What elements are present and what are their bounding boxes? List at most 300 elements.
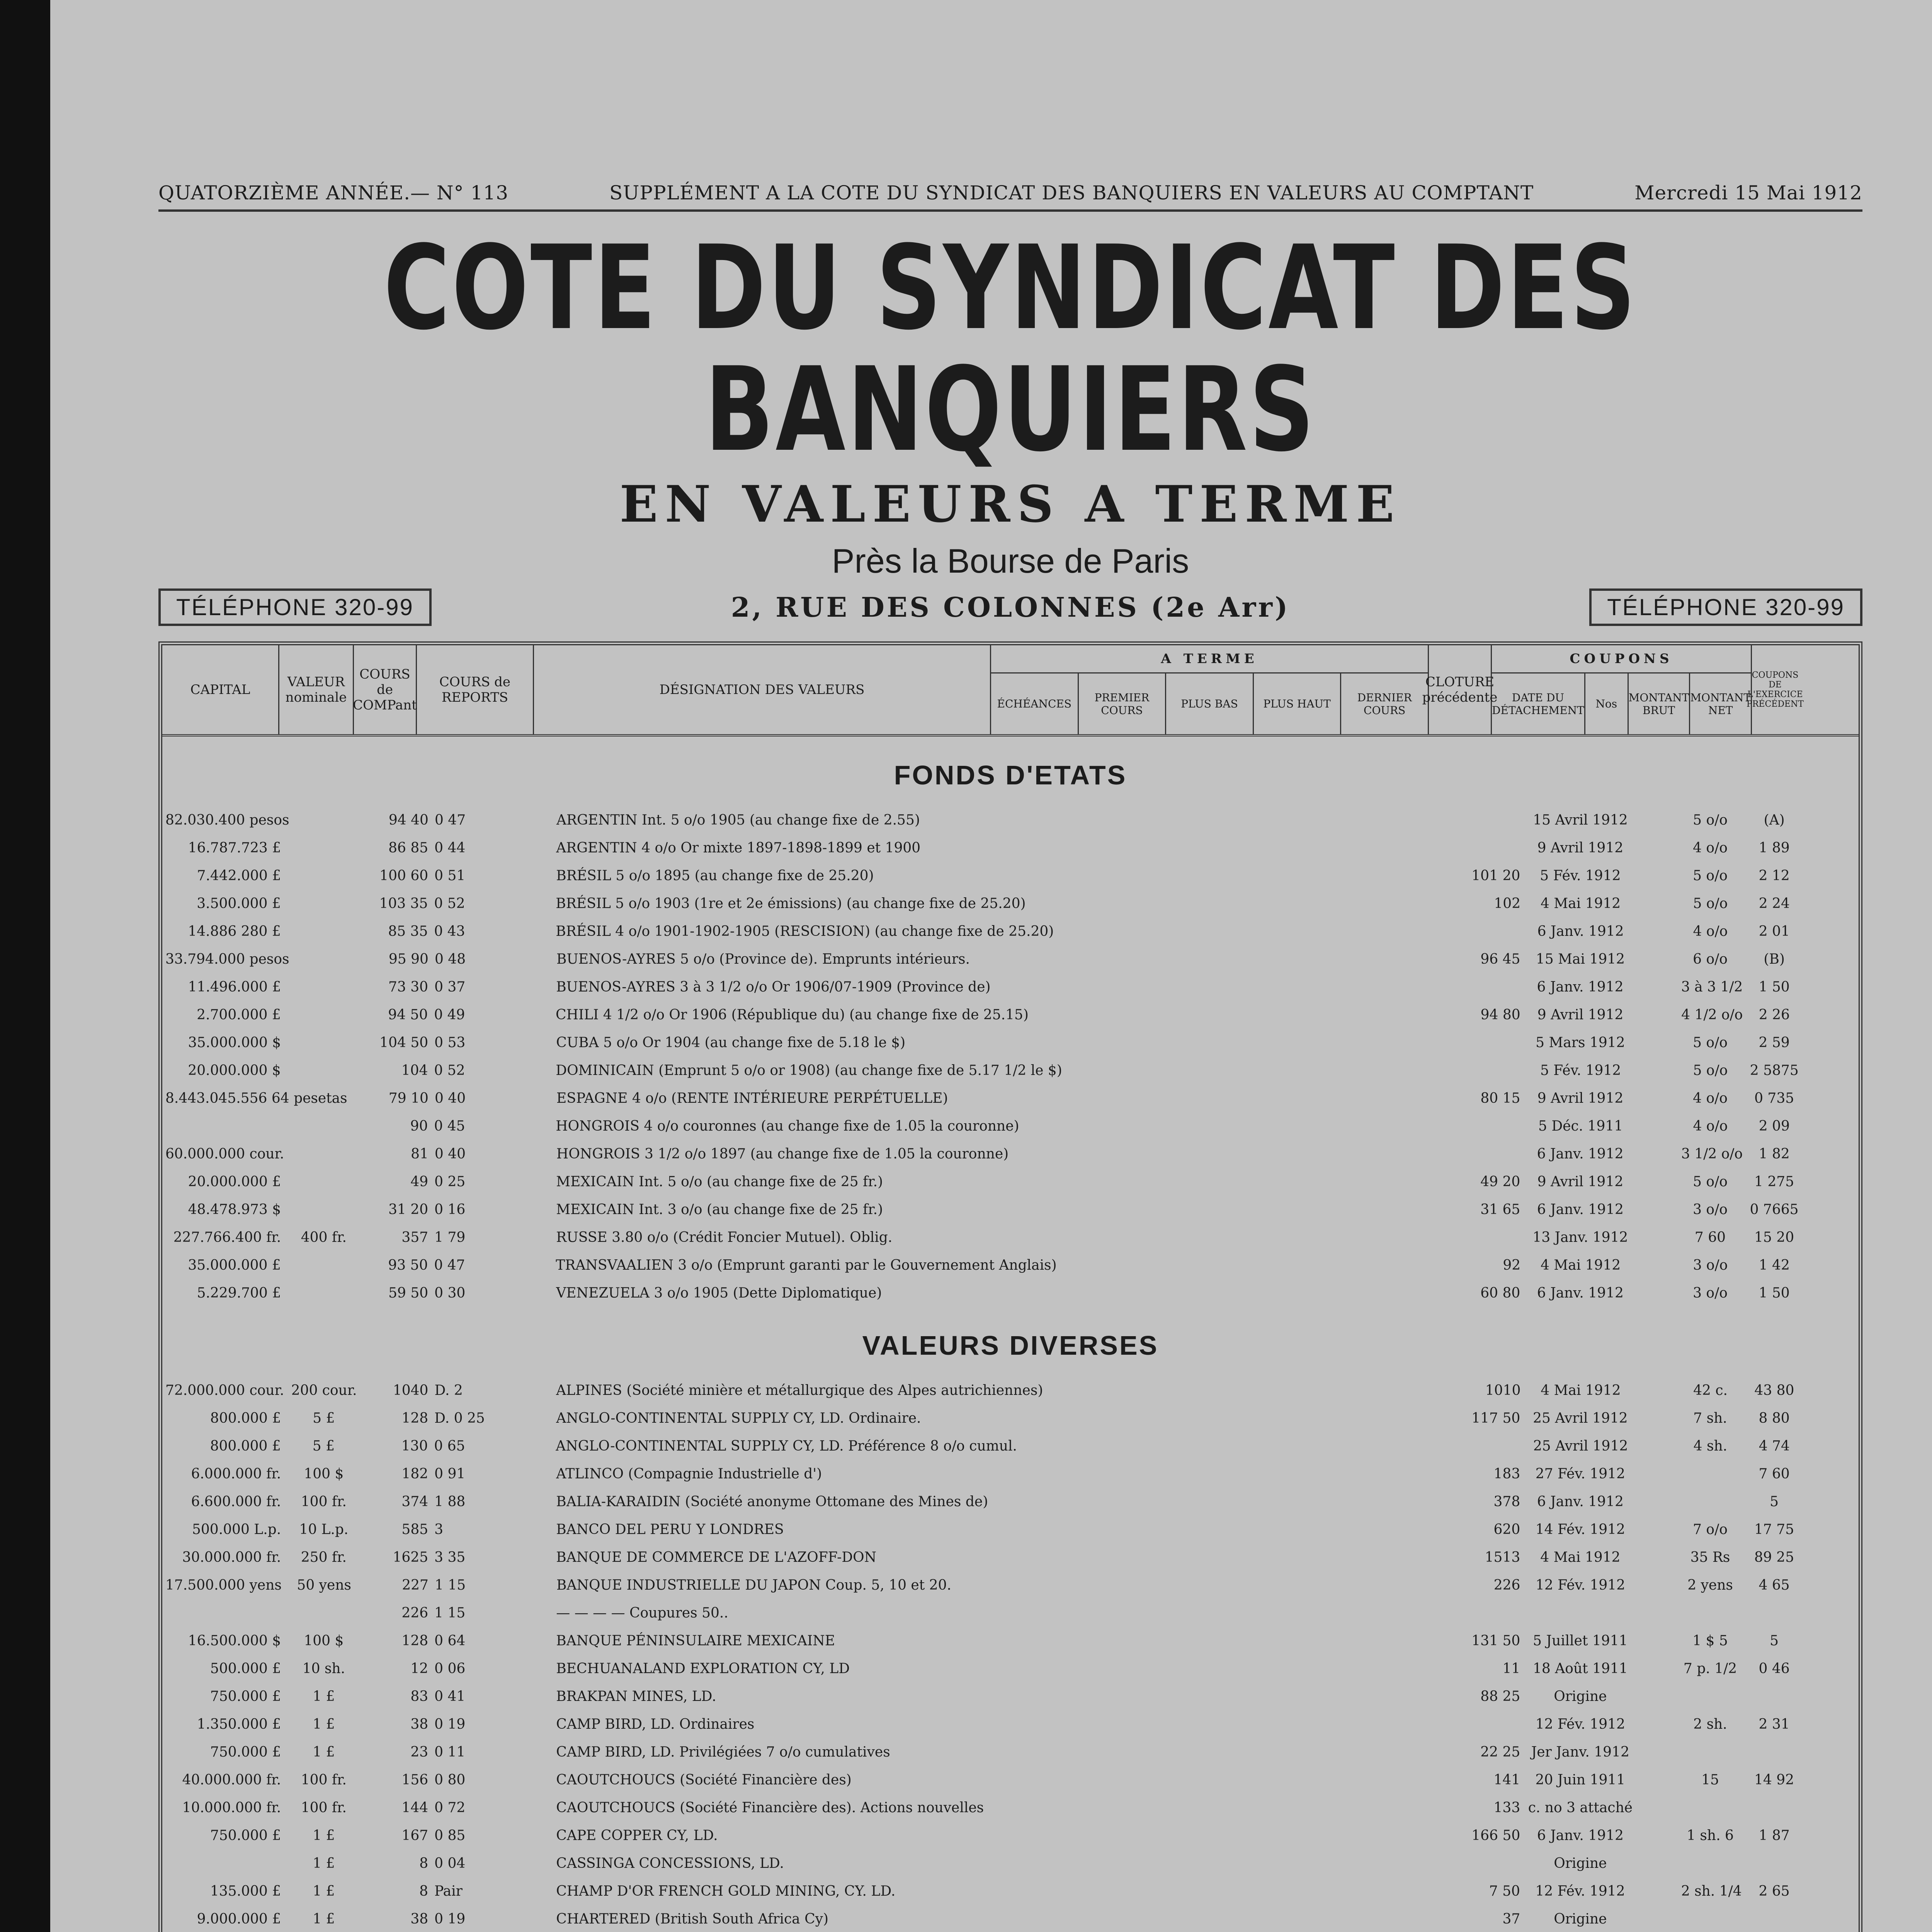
reports-cell: 0 25 — [434, 1173, 466, 1190]
cloture-cell: 96 45 — [1480, 951, 1520, 967]
capital-cell: 10.000.000 fr. — [182, 1799, 281, 1816]
table-row — [162, 1877, 1859, 1905]
capital-cell: 3.500.000 £ — [197, 895, 281, 912]
designation-cell: BUENOS-AYRES 3 à 3 1/2 o/o Or 1906/07-1909 (Province de) — [556, 979, 991, 995]
reports-cell: 0 64 — [434, 1633, 466, 1649]
coupon-date-cell: 25 Avril 1912 — [1533, 1438, 1628, 1454]
capital-cell: 1.350.000 £ — [197, 1716, 281, 1732]
montant-net-cell: 43 80 — [1754, 1382, 1794, 1398]
montant-net-cell: 1 50 — [1759, 1285, 1790, 1301]
nominale-cell: 10 L.p. — [299, 1521, 349, 1537]
reports-cell: 0 65 — [434, 1438, 465, 1454]
reports-cell: 3 — [434, 1521, 444, 1537]
comptant-cell: 38 — [410, 1911, 429, 1927]
table-row — [162, 806, 1859, 834]
coupon-date-cell: 15 Avril 1912 — [1533, 812, 1628, 828]
telephone-box-right: TÉLÉPHONE 320-99 — [1589, 588, 1862, 626]
col-capital: CAPITAL — [162, 645, 279, 734]
supplement-title: SUPPLÉMENT A LA COTE DU SYNDICAT DES BANQUIERS EN VALEURS AU COMPTANT — [609, 182, 1534, 204]
montant-net-cell: 1 82 — [1759, 1146, 1790, 1162]
nominale-cell: 1 £ — [313, 1688, 335, 1704]
comptant-cell: 104 50 — [379, 1034, 429, 1051]
col-date: DATE DU DÉTACHEMENT — [1492, 673, 1585, 734]
nominale-cell: 1 £ — [313, 1855, 335, 1871]
reports-cell: 1 15 — [434, 1605, 466, 1621]
coupon-date-cell: 6 Janv. 1912 — [1537, 1493, 1624, 1510]
reports-cell: 0 30 — [434, 1285, 466, 1301]
col-cloture: CLOTURE précédente — [1429, 645, 1492, 734]
montant-brut-cell: 15 — [1701, 1772, 1719, 1788]
reports-cell: 0 11 — [434, 1744, 466, 1760]
nominale-cell: 1 £ — [313, 1716, 335, 1732]
designation-cell: CASSINGA CONCESSIONS, LD. — [556, 1855, 784, 1871]
table-row — [162, 1655, 1859, 1682]
coupon-date-cell: 4 Mai 1912 — [1540, 895, 1621, 912]
table-row — [162, 1279, 1859, 1307]
montant-net-cell: 5 — [1770, 1493, 1779, 1510]
nominale-cell: 1 £ — [313, 1744, 335, 1760]
capital-cell: 82.030.400 pesos — [165, 812, 289, 828]
comptant-cell: 585 — [401, 1521, 429, 1537]
coupon-date-cell: 15 Mai 1912 — [1536, 951, 1625, 967]
montant-brut-cell: 4 1/2 o/o — [1681, 1007, 1743, 1023]
nominale-cell: 10 sh. — [302, 1660, 345, 1677]
coupon-date-cell: 6 Janv. 1912 — [1537, 1827, 1624, 1844]
section-title-fonds: FONDS D'ETATS — [894, 760, 1127, 790]
montant-net-cell: 14 92 — [1754, 1772, 1794, 1788]
reports-cell: 0 80 — [434, 1772, 466, 1788]
designation-cell: BUENOS-AYRES 5 o/o (Province de). Emprunts intérieurs. — [556, 951, 970, 967]
coupon-date-cell: 6 Janv. 1912 — [1537, 1285, 1624, 1301]
capital-cell: 16.500.000 $ — [188, 1633, 281, 1649]
comptant-cell: 12 — [410, 1660, 429, 1677]
reports-cell: 0 91 — [434, 1466, 466, 1482]
designation-cell: CAMP BIRD, LD. Privilégiées 7 o/o cumulatives — [556, 1744, 890, 1760]
coupon-date-cell: 6 Janv. 1912 — [1537, 923, 1624, 939]
montant-brut-cell: 3 à 3 1/2 — [1681, 979, 1743, 995]
reports-cell: 0 41 — [434, 1688, 466, 1704]
designation-cell: BANQUE INDUSTRIELLE DU JAPON Coup. 5, 10 et 20. — [556, 1577, 951, 1593]
section-title-diverses: VALEURS DIVERSES — [862, 1330, 1159, 1361]
montant-net-cell: 4 74 — [1759, 1438, 1790, 1454]
reports-cell: 3 35 — [434, 1549, 466, 1565]
masthead-subtitle: EN VALEURS A TERME — [619, 474, 1401, 534]
capital-cell: 8.443.045.556 64 pesetas — [165, 1090, 347, 1106]
montant-brut-cell: 3 o/o — [1693, 1201, 1728, 1218]
nominale-cell: 5 £ — [313, 1410, 335, 1426]
comptant-cell: 95 90 — [388, 951, 429, 967]
reports-cell: 0 19 — [434, 1911, 466, 1927]
capital-cell: 750.000 £ — [210, 1744, 281, 1760]
comptant-cell: 49 — [410, 1173, 429, 1190]
cloture-cell: 11 — [1502, 1660, 1520, 1677]
montant-net-cell: 2 59 — [1759, 1034, 1790, 1051]
reports-cell: Pair — [434, 1883, 463, 1899]
designation-cell: RUSSE 3.80 o/o (Crédit Foncier Mutuel). Oblig. — [556, 1229, 893, 1245]
reports-cell: 0 47 — [434, 1257, 465, 1273]
comptant-cell: 8 — [419, 1883, 429, 1899]
cloture-cell: 101 20 — [1471, 867, 1520, 884]
nominale-cell: 100 $ — [304, 1466, 344, 1482]
montant-net-cell: 1 275 — [1754, 1173, 1794, 1190]
cloture-cell: 49 20 — [1480, 1173, 1520, 1190]
coupons-label: COUPONS — [1492, 645, 1751, 673]
coupon-date-cell: 12 Fév. 1912 — [1535, 1577, 1626, 1593]
capital-cell: 2.700.000 £ — [197, 1007, 281, 1023]
designation-cell: ARGENTIN Int. 5 o/o 1905 (au change fixe de 2.55) — [556, 812, 920, 828]
table-row — [162, 1849, 1859, 1877]
designation-cell: BANCO DEL PERU Y LONDRES — [556, 1521, 784, 1537]
comptant-cell: 374 — [401, 1493, 429, 1510]
coupon-date-cell: 12 Fév. 1912 — [1535, 1883, 1625, 1899]
reports-cell: 0 04 — [434, 1855, 466, 1871]
designation-cell: DOMINICAIN (Emprunt 5 o/o or 1908) (au change fixe de 5.17 1/2 le $) — [556, 1062, 1062, 1078]
montant-brut-cell: 5 o/o — [1693, 1173, 1728, 1190]
capital-cell: 33.794.000 pesos — [165, 951, 289, 967]
reports-cell: 0 40 — [434, 1090, 466, 1106]
designation-cell: BANQUE PÉNINSULAIRE MEXICAINE — [556, 1633, 835, 1649]
nominale-cell: 5 £ — [312, 1438, 335, 1454]
capital-cell: 60.000.000 cour. — [165, 1146, 284, 1162]
capital-cell: 6.600.000 fr. — [191, 1493, 281, 1510]
reports-cell: 0 40 — [434, 1146, 466, 1162]
nominale-cell: 100 fr. — [301, 1493, 347, 1510]
cloture-cell: 117 50 — [1471, 1410, 1520, 1426]
col-nos: Nos — [1585, 673, 1629, 734]
cloture-cell: 1513 — [1485, 1549, 1520, 1565]
nominale-cell: 250 fr. — [301, 1549, 347, 1565]
designation-cell: ATLINCO (Compagnie Industrielle d') — [556, 1466, 822, 1482]
table-row — [162, 1168, 1859, 1196]
col-dernier: DERNIER COURS — [1357, 691, 1412, 717]
masthead-title: COTE DU SYNDICAT DES BANQUIERS — [383, 221, 1638, 477]
comptant-cell: 104 — [401, 1062, 428, 1078]
comptant-cell: 227 — [402, 1577, 429, 1593]
designation-cell: BALIA-KARAIDIN (Société anonyme Ottomane des Mines de) — [556, 1493, 988, 1510]
capital-cell: 227.766.400 fr. — [173, 1229, 281, 1245]
coupon-date-cell: 5 Fév. 1912 — [1540, 1062, 1621, 1078]
montant-net-cell: 17 75 — [1754, 1521, 1794, 1537]
comptant-cell: 85 35 — [388, 923, 428, 939]
reports-cell: D. 0 25 — [434, 1410, 485, 1426]
capital-cell: 35.000.000 £ — [188, 1257, 281, 1273]
capital-cell: 20.000.000 £ — [188, 1173, 281, 1190]
cloture-cell: 1010 — [1485, 1382, 1521, 1398]
designation-cell: VENEZUELA 3 o/o 1905 (Dette Diplomatique) — [556, 1285, 882, 1301]
montant-brut-cell: 7 o/o — [1693, 1521, 1728, 1537]
col-nominale: VALEUR nominale — [279, 645, 354, 734]
montant-net-cell: 2 31 — [1759, 1716, 1790, 1732]
montant-brut-cell: 2 sh. 1/4 — [1681, 1883, 1742, 1899]
capital-cell: 16.787.723 £ — [188, 840, 281, 856]
address: 2, RUE DES COLONNES (2e Arr) — [731, 591, 1290, 623]
cloture-cell: 94 80 — [1480, 1007, 1520, 1023]
table-row — [162, 1488, 1859, 1515]
capital-cell: 72.000.000 cour. — [165, 1382, 284, 1398]
cloture-cell: 131 50 — [1471, 1633, 1520, 1649]
montant-net-cell: 1 42 — [1759, 1257, 1790, 1273]
montant-net-cell: 2 01 — [1759, 923, 1790, 939]
coupon-date-cell: 4 Mai 1912 — [1540, 1549, 1621, 1565]
capital-cell: 48.478.973 $ — [188, 1201, 281, 1218]
table-row — [162, 1376, 1859, 1404]
cloture-cell: 226 — [1493, 1577, 1520, 1593]
cloture-cell: 88 25 — [1480, 1688, 1520, 1704]
address-row — [158, 588, 1862, 626]
comptant-cell: 94 40 — [388, 812, 429, 828]
montant-brut-cell: 5 o/o — [1693, 1062, 1728, 1078]
table-row — [162, 1223, 1859, 1251]
table-row — [162, 1821, 1859, 1849]
coupon-date-cell: 6 Janv. 1912 — [1537, 1146, 1624, 1162]
reports-cell: 0 43 — [434, 923, 465, 939]
table-row — [162, 1112, 1859, 1140]
nominale-cell: 400 fr. — [301, 1229, 347, 1245]
montant-brut-cell: 1 sh. 6 — [1687, 1827, 1734, 1844]
comptant-cell: 83 — [410, 1688, 429, 1704]
nominale-cell: 200 cour. — [291, 1382, 357, 1398]
designation-cell: BRÉSIL 4 o/o 1901-1902-1905 (RESCISION) (au change fixe de 25.20) — [556, 923, 1054, 939]
coupon-date-cell: 18 Août 1911 — [1533, 1660, 1628, 1677]
coupon-date-cell: 9 Avril 1912 — [1537, 840, 1624, 856]
comptant-cell: 167 — [401, 1827, 429, 1844]
capital-cell: 14.886 280 £ — [188, 923, 281, 939]
designation-cell: MEXICAIN Int. 3 o/o (au change fixe de 25 fr.) — [556, 1201, 883, 1218]
comptant-cell: 81 — [411, 1146, 429, 1162]
table-row — [162, 1251, 1859, 1279]
comptant-cell: 23 — [410, 1744, 429, 1760]
reports-cell: 1 79 — [434, 1229, 466, 1245]
reports-cell: 0 52 — [434, 895, 465, 912]
capital-cell: 7.442.000 £ — [197, 867, 281, 884]
reports-cell: 0 16 — [434, 1201, 466, 1218]
running-header — [158, 182, 1862, 212]
table-row — [162, 1710, 1859, 1738]
coupon-date-cell: 6 Janv. 1912 — [1537, 1201, 1624, 1218]
capital-cell: 135.000 £ — [210, 1883, 281, 1899]
comptant-cell: 103 35 — [379, 895, 428, 912]
quotation-table — [158, 641, 1862, 1932]
capital-cell: 5.229.700 £ — [197, 1285, 281, 1301]
montant-brut-cell: 3 o/o — [1693, 1257, 1728, 1273]
comptant-cell: 1040 — [393, 1382, 429, 1398]
a-terme-label: A TERME — [991, 645, 1428, 673]
coupon-date-cell: 20 Juin 1911 — [1535, 1772, 1626, 1788]
montant-brut-cell: 4 o/o — [1693, 1090, 1728, 1106]
comptant-cell: 156 — [401, 1772, 429, 1788]
fonds-rows — [162, 806, 1859, 1307]
coupon-date-cell: 5 Fév. 1912 — [1540, 867, 1621, 884]
table-row — [162, 1905, 1859, 1932]
reports-cell: 0 19 — [434, 1716, 466, 1732]
comptant-cell: 144 — [401, 1799, 429, 1816]
reports-cell: 0 47 — [434, 812, 466, 828]
col-plus-haut: PLUS HAUT — [1254, 673, 1342, 734]
montant-net-cell: 2 65 — [1759, 1883, 1790, 1899]
cloture-cell: 31 65 — [1480, 1201, 1520, 1218]
comptant-cell: 38 — [410, 1716, 429, 1732]
montant-net-cell: 15 20 — [1754, 1229, 1794, 1245]
table-row — [162, 945, 1859, 973]
capital-cell: 500.000 £ — [210, 1660, 281, 1677]
designation-cell: CHAMP D'OR FRENCH GOLD MINING, CY. LD. — [556, 1883, 896, 1899]
montant-brut-cell: 35 Rs — [1690, 1549, 1730, 1565]
montant-net-cell: 2 12 — [1759, 867, 1790, 884]
montant-net-cell: 0 7665 — [1750, 1201, 1799, 1218]
reports-cell: 0 49 — [434, 1007, 465, 1023]
montant-brut-cell: 42 c. — [1693, 1382, 1728, 1398]
nominale-cell: 1 £ — [313, 1911, 335, 1927]
nominale-cell: 50 yens — [297, 1577, 351, 1593]
montant-brut-cell: 1 $ 5 — [1692, 1633, 1728, 1649]
table-row — [162, 1794, 1859, 1821]
montant-brut-cell: 4 o/o — [1693, 1118, 1728, 1134]
cloture-cell: 102 — [1494, 895, 1521, 912]
telephone-box-left: TÉLÉPHONE 320-99 — [158, 588, 432, 626]
reports-cell: 1 88 — [434, 1493, 466, 1510]
capital-cell: 500.000 L.p. — [192, 1521, 281, 1537]
capital-cell: 35.000.000 $ — [188, 1034, 281, 1051]
table-row — [162, 1460, 1859, 1488]
designation-cell: BRÉSIL 5 o/o 1903 (1re et 2e émissions) (au change fixe de 25.20) — [556, 895, 1026, 912]
nominale-cell: 1 £ — [313, 1827, 335, 1844]
designation-cell: BRÉSIL 5 o/o 1895 (au change fixe de 25.20) — [556, 867, 874, 884]
capital-cell: 750.000 £ — [210, 1688, 281, 1704]
comptant-cell: 93 50 — [388, 1257, 428, 1273]
coupon-date-cell: 27 Fév. 1912 — [1535, 1466, 1625, 1482]
montant-brut-cell: 7 60 — [1694, 1229, 1726, 1245]
cloture-cell: 133 — [1493, 1799, 1520, 1816]
cloture-cell: 80 15 — [1480, 1090, 1520, 1106]
montant-brut-cell: 3 o/o — [1693, 1285, 1728, 1301]
issue-number: QUATORZIÈME ANNÉE.— N° 113 — [158, 182, 509, 204]
comptant-cell: 357 — [401, 1229, 429, 1245]
montant-net-cell: 2 26 — [1759, 1007, 1790, 1023]
table-row — [162, 1056, 1859, 1084]
montant-brut-cell: 5 o/o — [1693, 867, 1728, 884]
nominale-cell: 100 $ — [304, 1633, 344, 1649]
montant-net-cell: 8 80 — [1759, 1410, 1790, 1426]
reports-cell: 0 06 — [434, 1660, 466, 1677]
nominale-cell: 1 £ — [313, 1883, 335, 1899]
reports-cell: 0 37 — [434, 979, 466, 995]
nominale-cell: 100 fr. — [301, 1772, 347, 1788]
designation-cell: HONGROIS 4 o/o couronnes (au change fixe de 1.05 la couronne) — [556, 1118, 1019, 1134]
designation-cell: ANGLO-CONTINENTAL SUPPLY CY, LD. Préférence 8 o/o cumul. — [556, 1438, 1017, 1454]
cloture-cell: 22 25 — [1480, 1744, 1520, 1760]
capital-cell: 11.496.000 £ — [188, 979, 281, 995]
col-echeances: ÉCHÉANCES — [991, 673, 1079, 734]
coupon-date-cell: Jer Janv. 1912 — [1531, 1744, 1629, 1760]
montant-net-cell: 89 25 — [1754, 1549, 1794, 1565]
comptant-cell: 182 — [401, 1466, 429, 1482]
montant-net-cell: 1 87 — [1759, 1827, 1790, 1844]
reports-cell: 0 85 — [434, 1827, 466, 1844]
montant-brut-cell: 4 o/o — [1693, 840, 1728, 856]
coupon-date-cell: 12 Fév. 1912 — [1535, 1716, 1625, 1732]
capital-cell: 800.000 £ — [210, 1438, 281, 1454]
capital-cell: 20.000.000 $ — [188, 1062, 281, 1078]
reports-cell: 0 72 — [434, 1799, 466, 1816]
coupon-date-cell: c. no 3 attaché — [1528, 1799, 1633, 1816]
table-row — [162, 1627, 1859, 1655]
cloture-cell: 620 — [1493, 1521, 1520, 1537]
designation-cell: — — — — Coupures 50.. — [556, 1605, 728, 1621]
table-row — [162, 1515, 1859, 1543]
montant-net-cell: 0 46 — [1759, 1660, 1790, 1677]
col-group-coupons — [1492, 645, 1752, 734]
reports-cell: 0 53 — [434, 1034, 466, 1051]
table-row — [162, 1682, 1859, 1710]
montant-net-cell: (B) — [1764, 951, 1785, 967]
montant-brut-cell: 5 o/o — [1693, 895, 1728, 912]
table-row — [162, 1571, 1859, 1599]
capital-cell: 9.000.000 £ — [197, 1911, 281, 1927]
col-group-a-terme — [991, 645, 1429, 734]
montant-net-cell: 1 89 — [1759, 840, 1790, 856]
cloture-cell: 37 — [1502, 1911, 1520, 1927]
designation-cell: CHARTERED (British South Africa Cy) — [556, 1911, 829, 1927]
issue-date: Mercredi 15 Mai 1912 — [1634, 182, 1862, 204]
col-designation: DÉSIGNATION DES VALEURS — [534, 645, 991, 734]
designation-cell: BRAKPAN MINES, LD. — [556, 1688, 716, 1704]
table-row — [162, 1404, 1859, 1432]
table-header — [162, 645, 1859, 736]
montant-brut-cell: 4 sh. — [1693, 1438, 1728, 1454]
designation-cell: ARGENTIN 4 o/o Or mixte 1897-1898-1899 et 1900 — [556, 840, 921, 856]
coupon-date-cell: 9 Avril 1912 — [1537, 1090, 1624, 1106]
table-row — [162, 834, 1859, 862]
montant-net-cell: 2 09 — [1759, 1118, 1790, 1134]
comptant-cell: 73 30 — [388, 979, 429, 995]
capital-cell: 800.000 £ — [210, 1410, 281, 1426]
reports-cell: 0 52 — [434, 1062, 465, 1078]
designation-cell: CAMP BIRD, LD. Ordinaires — [556, 1716, 755, 1732]
comptant-cell: 1625 — [393, 1549, 429, 1565]
designation-cell: BECHUANALAND EXPLORATION CY, LD — [556, 1660, 850, 1677]
montant-brut-cell: 2 yens — [1687, 1577, 1733, 1593]
binding-gutter — [0, 0, 50, 1932]
designation-cell: CAPE COPPER CY, LD. — [556, 1827, 718, 1844]
montant-brut-cell: 2 sh. — [1693, 1716, 1727, 1732]
cloture-cell: 60 80 — [1480, 1285, 1520, 1301]
table-row — [162, 1543, 1859, 1571]
designation-cell: ALPINES (Société minière et métallurgique des Alpes autrichiennes) — [556, 1382, 1043, 1398]
montant-net-cell: 5 — [1770, 1633, 1779, 1649]
newspaper-page — [50, 0, 1932, 1932]
coupon-date-cell: Origine — [1554, 1688, 1607, 1704]
montant-net-cell: 1 50 — [1759, 979, 1790, 995]
table-row — [162, 1738, 1859, 1766]
table-row — [162, 1001, 1859, 1029]
table-row — [162, 1766, 1859, 1794]
comptant-cell: 79 10 — [388, 1090, 429, 1106]
coupon-date-cell: 4 Mai 1912 — [1540, 1257, 1621, 1273]
montant-brut-cell: 5 o/o — [1693, 812, 1728, 828]
capital-cell: 750.000 £ — [210, 1827, 281, 1844]
comptant-cell: 59 50 — [388, 1285, 429, 1301]
designation-cell: CUBA 5 o/o Or 1904 (au change fixe de 5.18 le $) — [556, 1034, 906, 1051]
cloture-cell: 7 50 — [1489, 1883, 1520, 1899]
cloture-cell: 378 — [1493, 1493, 1520, 1510]
col-plus-bas: PLUS BAS — [1166, 673, 1254, 734]
table-row — [162, 1084, 1859, 1112]
montant-brut-cell: 7 sh. — [1693, 1410, 1727, 1426]
montant-net-cell: 7 60 — [1759, 1466, 1790, 1482]
table-row — [162, 1432, 1859, 1460]
comptant-cell: 90 — [410, 1118, 428, 1134]
comptant-cell: 130 — [401, 1438, 428, 1454]
